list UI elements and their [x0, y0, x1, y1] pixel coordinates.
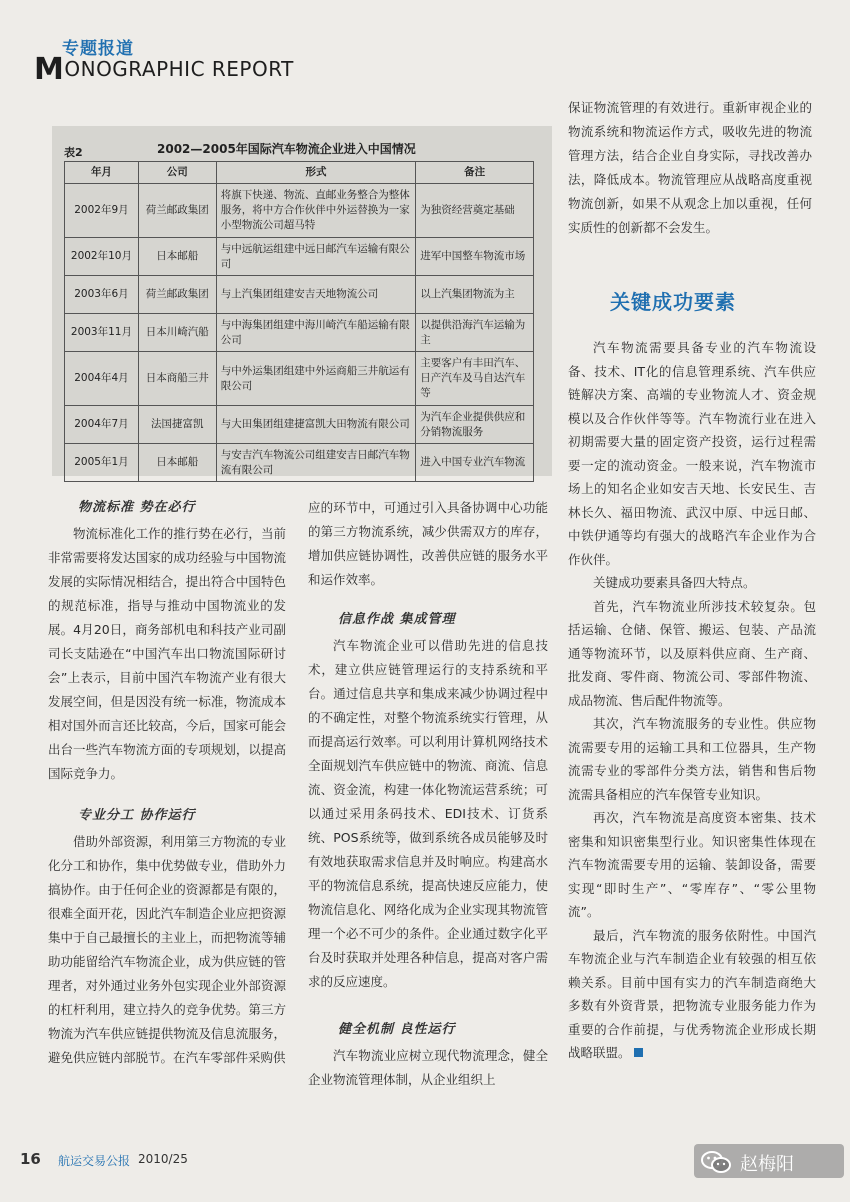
article-column-3-top [568, 96, 812, 240]
paragraph: 汽车物流需要具备专业的汽车物流设备、技术、IT化的信息管理系统、汽车供应链解决方案、高端的专业物流人才、资金规模以及合作伙伴等等。汽车物流行业在进入初期需要大量的固定资产投资，运行过程需要一定的流动资金。一般来说，汽车物流市场上的知名企业如安吉天地、长安民生、吉林长久、福田物流、武汉中原、中远日邮、中铁伊通等均有强大的战略汽车企业作为合作伙伴。 [568, 340, 816, 567]
table-cell: 进入中国专业汽车物流 [416, 444, 534, 482]
column-header: 备注 [416, 162, 534, 184]
paragraph: 汽车物流企业可以借助先进的信息技术，建立供应链管理运行的支持系统和平台。通过信息共享和集成来减少协调过程中的不确定性，对整个物流系统实行管理，从而提高运行效率。可以利用计算机网络技术全面规划汽车供应链中的物流、商流、信息流、资金流，构建一体化物流运营系统；可以通过采用条码技术、EDI技术、订货系统、POS系统等，做到系统各成员能够及时有效地获取需求信息并及时响应。构建高水平的物流信息系统，提高快速反应能力，使物流信息化、网络化成为企业实现其物流管理一个必不可少的条件。企业通过数字化平台及时获取并处理各种信息，提高对客户需求的反应速度。 [308, 638, 548, 989]
paragraph: 物流标准化工作的推行势在必行，当前非常需要将发达国家的成功经验与中国物流发展的实际情况相结合，提出符合中国特色的规范标准，指导与推动中国物流业的发展。4月20日，商务部机电和科技产业司副司长支陆逊在“中国汽车出口物流国际研讨会”上表示，目前中国汽车物流产业有很大发展空间，但是因没有统一标准，物流成本相对国外而言还比较高，今后，国家可能会出台一些汽车物流方面的专项规划，以提高国际竞争力。 [48, 526, 286, 781]
table-row [65, 352, 534, 406]
table-row [65, 276, 534, 314]
table-cell: 与上汽集团组建安吉天地物流公司 [216, 276, 416, 314]
subheading: 物流标准 势在必行 [78, 500, 196, 515]
page-number: 16 [20, 1150, 41, 1168]
article-column-2 [308, 496, 548, 1092]
table-cell: 与中远航运组建中远日邮汽车运输有限公司 [216, 238, 416, 276]
table-cell: 日本邮船 [138, 238, 216, 276]
paragraph: 汽车物流业应树立现代物流理念，健全企业物流管理体制，从企业组织上 [308, 1048, 548, 1087]
article-column-1 [48, 496, 286, 1070]
section-heading: 关键成功要素 [610, 290, 736, 314]
section-label-initial: M [34, 52, 65, 87]
table-cell: 法国捷富凯 [138, 406, 216, 444]
table-cell: 日本邮船 [138, 444, 216, 482]
table-cell: 主要客户有丰田汽车、日产汽车及马自达汽车等 [416, 352, 534, 406]
table-cell: 与中海集团组建中海川崎汽车船运输有限公司 [216, 314, 416, 352]
watermark-text: 赵梅阳 [740, 1154, 794, 1175]
table-cell: 进军中国整车物流市场 [416, 238, 534, 276]
table-cell: 日本川崎汽船 [138, 314, 216, 352]
watermark [694, 1144, 844, 1178]
table-row [65, 406, 534, 444]
paragraph: 其次，汽车物流服务的专业性。供应物流需要专用的运输工具和工位器具，生产物流需专业的零部件分类方法，销售和售后物流需具备相应的汽车保管专业知识。 [568, 716, 816, 802]
table-header-row [65, 162, 534, 184]
table-cell: 荷兰邮政集团 [138, 276, 216, 314]
table-cell: 日本商船三井 [138, 352, 216, 406]
table-row [65, 238, 534, 276]
wechat-icon [700, 1150, 732, 1178]
table-cell: 2002年9月 [65, 184, 139, 238]
table-cell: 与大田集团组建捷富凯大田物流有限公司 [216, 406, 416, 444]
table-cell: 荷兰邮政集团 [138, 184, 216, 238]
column-header: 年月 [65, 162, 139, 184]
issue-number: 2010/25 [138, 1152, 188, 1166]
table-row [65, 444, 534, 482]
paragraph: 首先，汽车物流业所涉技术较复杂。包括运输、仓储、保管、搬运、包装、产品流通等物流环节，以及原料供应商、生产商、批发商、零件商、物流公司、零部件物流、成品物流、售后配件物流等。 [568, 598, 816, 708]
paragraph: 关键成功要素具备四大特点。 [593, 575, 756, 590]
column-header: 形式 [216, 162, 416, 184]
subheading: 信息作战 集成管理 [338, 612, 456, 627]
table-title: 2002—2005年国际汽车物流企业进入中国情况 [157, 142, 416, 156]
table-cell: 为独资经营奠定基础 [416, 184, 534, 238]
section-label-en [34, 52, 294, 87]
table-cell: 与中外运集团组建中外运商船三井航运有限公司 [216, 352, 416, 406]
subheading: 健全机制 良性运行 [338, 1022, 456, 1037]
table-cell: 为汽车企业提供供应和分销物流服务 [416, 406, 534, 444]
table-cell: 2004年4月 [65, 352, 139, 406]
table-cell: 与安吉汽车物流公司组建安吉日邮汽车物流有限公司 [216, 444, 416, 482]
table-cell: 2005年1月 [65, 444, 139, 482]
subheading: 专业分工 协作运行 [78, 808, 196, 823]
table-cell: 2004年7月 [65, 406, 139, 444]
entry-table [64, 161, 534, 482]
paragraph-text: 最后，汽车物流的服务依附性。中国汽车物流企业与汽车制造企业有较强的相互依赖关系。目前中国有实力的汽车制造商绝大多数有外资背景，把物流专业服务能力作为重要的合作前提，与优秀物流企业形成长期战略联盟。 [568, 927, 816, 1060]
table-caption: 表2 [64, 146, 83, 159]
table-row [65, 184, 534, 238]
paragraph: 应的环节中，可通过引入具备协调中心功能的第三方物流系统，减少供需双方的库存，增加供应链协调性，改善供应链的服务水平和运作效率。 [308, 500, 548, 587]
paragraph: 借助外部资源，利用第三方物流的专业化分工和协作，集中优势做专业，借助外力搞协作。由于任何企业的资源都是有限的，很难全面开花，因此汽车制造企业应把资源集中于自己最擅长的主业上，而把物流等辅助功能留给汽车物流企业，成为供应链的管理者，对外通过业务外包实现企业外部资源的杠杆利用，建立持久的竞争优势。第三方物流为汽车供应链提供物流及信息流服务，避免供应链内部脱节。在汽车零部件采购供 [48, 834, 286, 1065]
table-cell: 2002年10月 [65, 238, 139, 276]
article-column-3 [568, 336, 816, 1065]
publication-name: 航运交易公报 [58, 1154, 131, 1168]
table-cell: 2003年11月 [65, 314, 139, 352]
end-mark-icon [634, 1048, 643, 1057]
paragraph: 再次，汽车物流是高度资本密集、技术密集和知识密集型行业。知识密集性体现在汽车物流需要专用的运输、装卸设备，需要实现“即时生产”、“零库存”、“零公里物流”。 [568, 810, 816, 919]
table-cell: 以上汽集团物流为主 [416, 276, 534, 314]
column-header: 公司 [138, 162, 216, 184]
paragraph: 保证物流管理的有效进行。重新审视企业的物流系统和物流运作方式，吸收先进的物流管理方法，结合企业自身实际，寻找改善办法，降低成本。物流管理应从战略高度重视物流创新，如果不从观念上加以重视，任何实质性的创新都不会发生。 [568, 100, 812, 235]
table-cell: 2003年6月 [65, 276, 139, 314]
section-label-rest: ONOGRAPHIC REPORT [64, 57, 294, 81]
paragraph [568, 924, 816, 1065]
section-label-cn: 专题报道 [62, 39, 134, 59]
table-panel [52, 126, 552, 476]
table-row [65, 314, 534, 352]
table-cell: 将旗下快递、物流、直邮业务整合为整体服务，将中方合作伙伴中外运替换为一家小型物流公司超马特 [216, 184, 416, 238]
table-cell: 以提供沿海汽车运输为主 [416, 314, 534, 352]
